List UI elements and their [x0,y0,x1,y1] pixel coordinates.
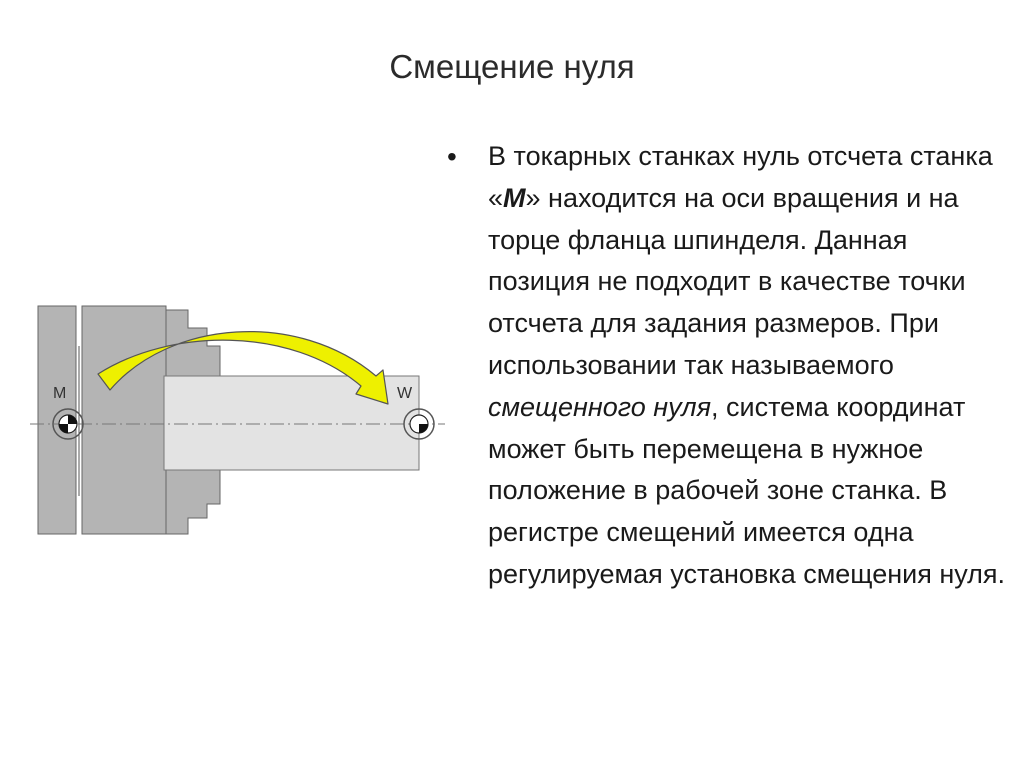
bullet-point [447,136,1007,596]
chuck-body [82,306,166,534]
upper-chuck-jaw [166,310,220,376]
bullet-text-part-1: В токарных станках нуль отсчета станка « [488,141,993,213]
bullet-text [488,136,1007,596]
lower-chuck-jaw [166,470,220,534]
label-w: W [397,385,413,402]
slide-title: Смещение нуля [389,48,635,85]
machine-zero-symbol: M [503,182,526,213]
label-m: M [53,385,67,402]
zero-offset-diagram [30,296,450,546]
bullet-marker: • [447,141,457,172]
bullet-text-part-3: , система координат может быть перемещена в нужное положение в рабочей зоне станка. В регистре смещений имеется одна регулируемая установка смещения нуля. [488,391,1006,589]
bullet-text-part-2: » находится на оси вращения и на торце фланца шпинделя. Данная позиция не подходит в качестве точки отсчета для задания размеров. При использовании так называемого [488,182,966,380]
offset-zero-term: смещенного нуля [488,391,711,422]
